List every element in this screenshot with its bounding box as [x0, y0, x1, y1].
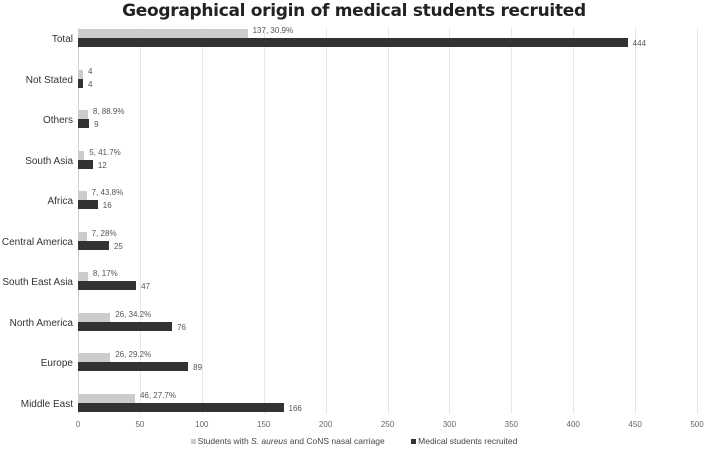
data-label: 444: [632, 39, 647, 48]
bar-carriage: [78, 353, 110, 362]
category-label: Others: [42, 115, 73, 126]
x-tick-label: 400: [566, 420, 580, 429]
x-tick-label: 250: [380, 420, 395, 429]
bar-carriage: [78, 313, 110, 322]
legend-item-recruited: [411, 436, 517, 446]
legend-text: and CoNS nasal carriage: [287, 436, 385, 446]
bar-row: [47, 188, 698, 230]
data-label: 4: [87, 79, 93, 89]
bar-recruited: [78, 119, 89, 128]
data-label: 7, 28%: [91, 228, 117, 238]
bar-recruited: [78, 79, 83, 88]
data-label: 137, 30.9%: [252, 26, 294, 35]
bar-carriage: [78, 110, 88, 119]
category-label: Europe: [40, 358, 73, 369]
bar-recruited: [78, 241, 109, 250]
data-label: 47: [141, 282, 151, 291]
bar-carriage: [78, 272, 88, 281]
bar-row: [9, 309, 698, 352]
legend-text: Students with: [197, 436, 252, 446]
legend: [0, 436, 708, 446]
data-label: 89: [193, 363, 203, 372]
chart-title: Geographical origin of medical students recruited: [122, 1, 586, 21]
category-label: Total: [51, 34, 73, 45]
data-label: 5, 41.7%: [89, 147, 121, 157]
data-label: 4: [87, 66, 93, 76]
bar-recruited: [78, 38, 628, 47]
bar-recruited: [78, 403, 284, 412]
data-label: 8, 88.9%: [92, 107, 125, 116]
x-tick-label: 50: [135, 420, 145, 429]
x-tick-label: 150: [257, 420, 271, 429]
data-label: 76: [177, 322, 186, 332]
x-tick-label: 300: [442, 420, 457, 429]
bar-recruited: [78, 322, 172, 331]
x-tick-label: 0: [75, 420, 81, 429]
bar-row: [51, 26, 698, 68]
category-label: North America: [9, 317, 73, 329]
data-label: 26, 34.2%: [115, 309, 152, 319]
bar-recruited: [78, 160, 93, 169]
bar-carriage: [78, 191, 87, 200]
category-label: South East Asia: [2, 277, 73, 288]
category-label: Not Stated: [25, 74, 73, 86]
legend-swatch-dark: [411, 439, 416, 444]
bar-row: [40, 350, 698, 392]
bar-recruited: [78, 281, 136, 290]
category-label: Africa: [47, 196, 73, 207]
bar-row: [2, 269, 698, 311]
data-label: 12: [97, 160, 107, 170]
bar-carriage: [78, 70, 83, 79]
category-label: South Asia: [25, 155, 73, 167]
category-label: Middle East: [20, 398, 73, 410]
data-label: 7, 43.8%: [91, 188, 124, 197]
legend-text: Medical students recruited: [418, 436, 518, 446]
x-tick-label: 450: [628, 420, 642, 429]
bar-row: [1, 228, 698, 271]
data-label: 166: [288, 403, 302, 413]
bar-recruited: [78, 200, 98, 209]
data-label: 46, 27.7%: [139, 390, 176, 400]
x-tick-label: 200: [318, 420, 333, 429]
data-label: 9: [94, 120, 99, 129]
plot-area: [1, 26, 698, 414]
bar-row: [25, 147, 698, 190]
data-label: 16: [102, 201, 112, 210]
bar-carriage: [78, 29, 248, 38]
x-tick-label: 100: [195, 420, 209, 429]
x-tick-label: 350: [504, 420, 518, 429]
bar-recruited: [78, 362, 188, 371]
bar-carriage: [78, 151, 84, 160]
legend-item-carriage: [191, 436, 388, 446]
bar-carriage: [78, 394, 135, 403]
data-label: 8, 17%: [92, 269, 118, 278]
data-label: 26, 29.2%: [115, 350, 152, 359]
bar-carriage: [78, 232, 87, 241]
category-label: Central America: [1, 236, 73, 248]
bar-row: [25, 66, 698, 109]
legend-swatch-light: [191, 439, 196, 444]
legend-text-italic: S. aureus: [251, 436, 288, 446]
x-tick-label: 500: [690, 420, 704, 429]
bar-row: [42, 107, 698, 149]
data-label: 25: [113, 241, 123, 251]
